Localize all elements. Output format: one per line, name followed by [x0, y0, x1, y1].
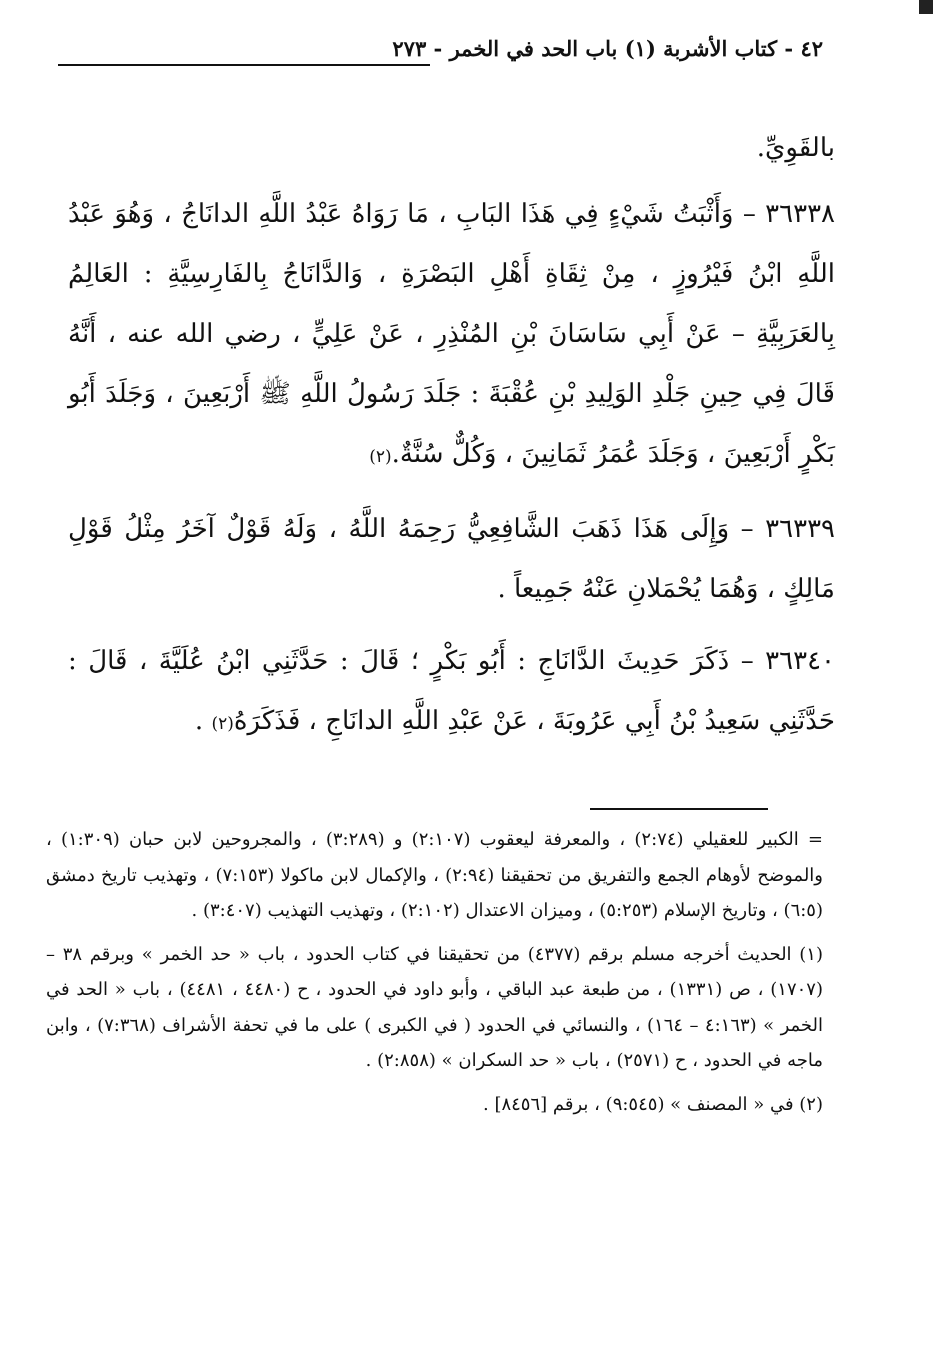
header-rule [58, 64, 430, 66]
paragraph-36339: ٣٦٣٣٩ – وَإِلَى هَذَا ذَهَبَ الشَّافِعِيُّ رَحِمَهُ اللَّهُ ، وَلَهُ قَوْلٌ آخَرُ مِثْلُ قَوْلِ مَالِكٍ ، وَهُمَا يُحْمَلانِ عَنْهُ جَمِيعاً . [68, 514, 835, 604]
paragraph-36340-text: ٣٦٣٤٠ – ذَكَرَ حَدِيثَ الدَّانَاجِ : أَبُو بَكْرٍ ؛ قَالَ : حَدَّثَنِي ابْنُ عُلَيَّةَ ، قَالَ : حَدَّثَنِي سَعِيدُ بْنُ أَبِي عَرُوبَةَ ، عَنْ عَبْدِ اللَّهِ الدانَاجِ ، فَذَكَرَهُ [68, 646, 835, 736]
header-title: ٤٢ - كتاب الأشربة (١) باب الحد في الخمر - ٢٧٣ [392, 36, 823, 61]
running-header [58, 34, 823, 74]
footnote-continued: = الكبير للعقيلي (٢:٧٤) ، والمعرفة ليعقوب (٢:١٠٧) و (٣:٢٨٩) ، والمجروحين لابن حبان (١:٣٠٩) ، والموضح لأوهام الجمع والتفريق من تحقيقنا (٢:٩٤) ، والإكمال لابن ماكولا (٧:١٥٣) ، وتهذيب تاريخ دمشق (٦:٥) ، وتاريخ الإسلام (٥:٢٥٣) ، وميزان الاعتدال (٢:١٠٢) ، وتهذيب التهذيب (٣:٤٠٧) . [46, 829, 823, 921]
paragraph-36338-text: ٣٦٣٣٨ – وَأَثْبَتُ شَيْءٍ فِي هَذَا البَابِ ، مَا رَوَاهُ عَبْدُ اللَّهِ الدانَاجُ ، وَهُوَ عَبْدُ اللَّهِ ابْنُ فَيْرُوزٍ ، مِنْ ثِقَاةِ أَهْلِ البَصْرَةِ ، وَالدَّانَاجُ بِالفَارِسِيَّةِ : العَالِمُ بِالعَرَبِيَّةِ – عَنْ أَبِي سَاسَانَ بْنِ المُنْذِرِ ، عَنْ عَلِيٍّ ، رضي الله عنه ، أَنَّهُ قَالَ فِي حِينِ جَلْدِ الوَلِيدِ بْنِ عُقْبَةَ : جَلَدَ رَسُولُ اللَّهِ ﷺ أَرْبَعِينَ ، وَجَلَدَ أَبُو بَكْرٍ أَرْبَعِينَ ، وَجَلَدَ عُمَرُ ثَمَانِينَ ، وَكُلٌّ سُنَّةٌ. [68, 199, 835, 469]
paragraph-36338 [68, 184, 835, 487]
footnote-1: (١) الحديث أخرجه مسلم برقم (٤٣٧٧) من تحقيقنا في كتاب الحدود ، باب « حد الخمر » وبرقم ٣٨ – (١٧٠٧) ، ص (١٣٣١) ، من طبعة عبد الباقي ، وأبو داود في الحدود ، ح (٤٤٨٠ ، ٤٤٨١) ، باب « الحد في الخمر » (٤:١٦٣ – ١٦٤) ، والنسائي في الحدود ( في الكبرى ) على ما في تحفة الأشراف (٧:٣٦٨) ، وابن ماجه في الحدود ، ح (٢٥٧١) ، باب « حد السكران » (٢:٨٥٨) . [46, 943, 824, 1071]
page-edge-mark [919, 0, 933, 14]
footnote-2: (٢) في « المصنف » (٩:٥٤٥) ، برقم [٨٤٥٦] . [483, 1093, 823, 1115]
footnote-ref-2: (٢) [369, 447, 392, 467]
footnotes [46, 822, 823, 1130]
main-text [68, 118, 835, 766]
paragraph-36340-end: . [194, 706, 212, 736]
paragraph-36340 [68, 631, 835, 754]
footnote-ref-2b: (٢) [211, 714, 234, 734]
paragraph-continuation: بالقَوِيِّ. [756, 133, 835, 163]
footnote-rule [590, 808, 768, 810]
